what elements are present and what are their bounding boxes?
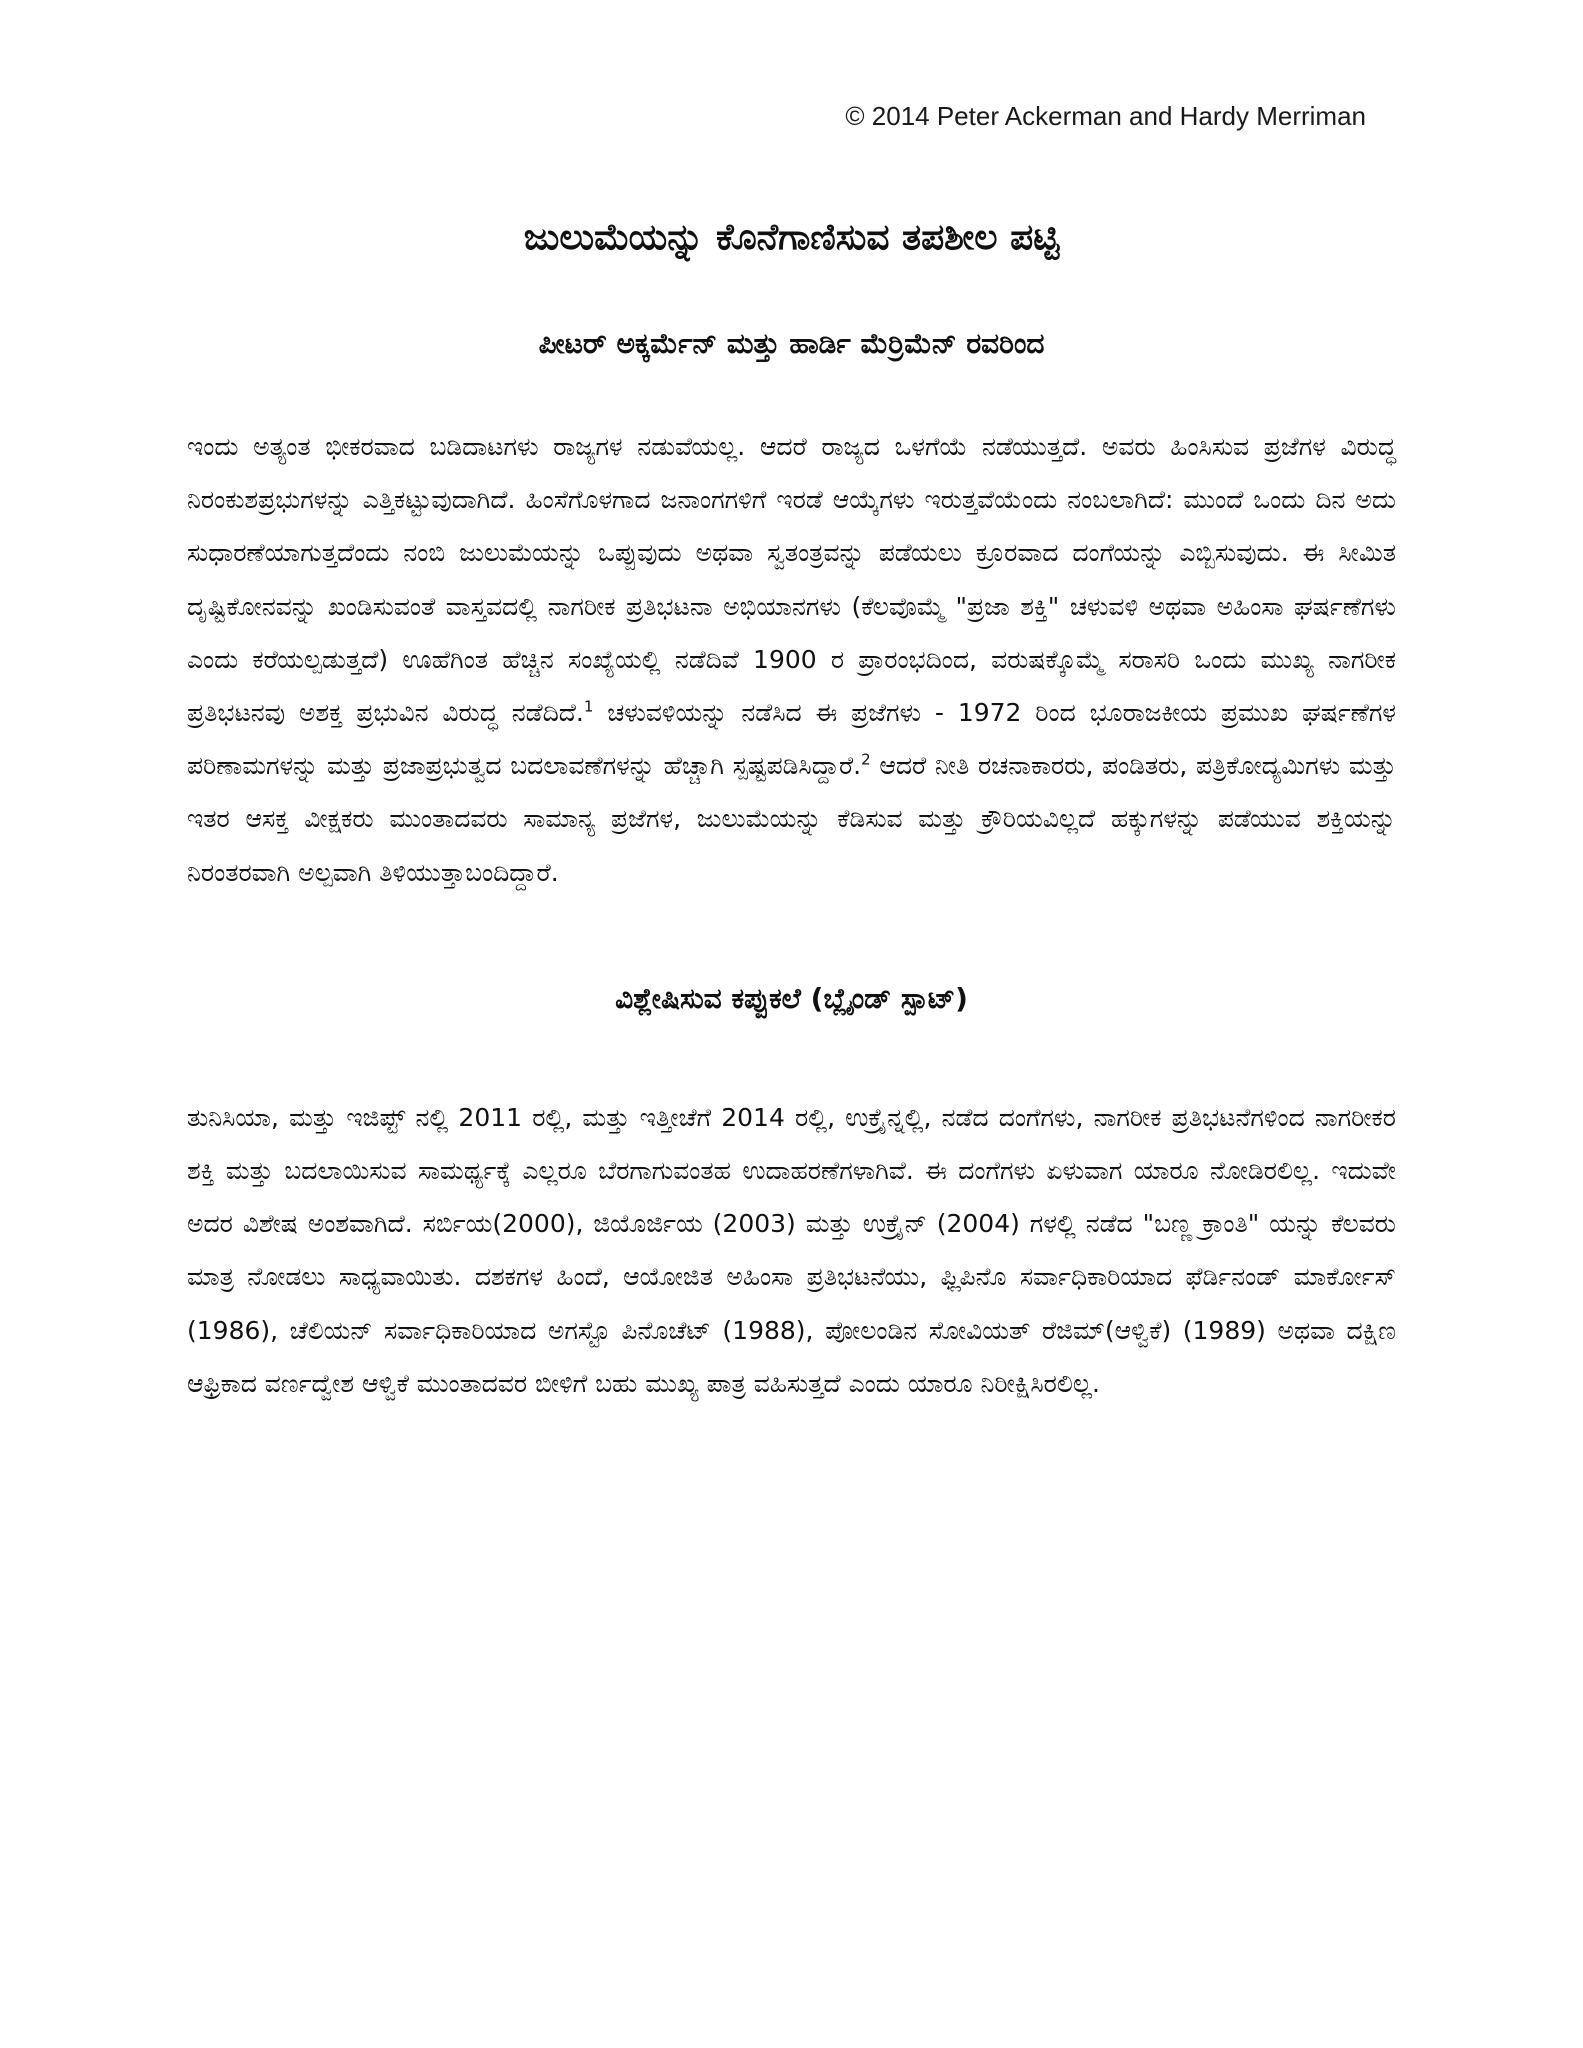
footnote-ref-2: 2 (861, 750, 871, 769)
section-paragraph: ತುನಿಸಿಯಾ, ಮತ್ತು ಇಜಿಪ್ಟ್ ನಲ್ಲಿ 2011 ರಲ್ಲಿ, ಮತ್ತು ಇತ್ತೀಚೆಗೆ 2014 ರಲ್ಲಿ, ಉಕ್ರೈನ್ನಲ್ಲಿ, ನಡೆದ ದಂಗೆಗಳು, ನಾಗರೀಕ ಪ್ರತಿಭಟನೆಗಳಿಂದ ನಾಗರೀಕರ ಶಕ್ತಿ ಮತ್ತು ಬದಲಾಯಿಸುವ ಸಾಮರ್ಥ್ಯಕ್ಕೆ ಎಲ್ಲರೂ ಬೆರಗಾಗುವಂತಹ ಉದಾಹರಣೆಗಳಾಗಿವೆ. ಈ ದಂಗೆಗಳು ಏಳುವಾಗ ಯಾರೂ ನೋಡಿರಲಿಲ್ಲ. ಇದುವೇ ಅದರ ವಿಶೇಷ ಅಂಶವಾಗಿದೆ. ಸರ್ಬಿಯ(2000), ಜಿಯೊರ್ಜಿಯ (2003) ಮತ್ತು ಉಕ್ರೈನ್ (2004) ಗಳಲ್ಲಿ ನಡೆದ "ಬಣ್ಣ ಕ್ರಾಂತಿ" ಯನ್ನು ಕೆಲವರು ಮಾತ್ರ ನೋಡಲು ಸಾಧ್ಯವಾಯಿತು. ದಶಕಗಳ ಹಿಂದೆ, ಆಯೋಜಿತ ಅಹಿಂಸಾ ಪ್ರತಿಭಟನೆಯು, ಫ್ಲಿಪಿನೊ ಸರ್ವಾಧಿಕಾರಿಯಾದ ಫೆರ್ಡಿನಂಡ್ ಮಾರ್ಕೋಸ್ (1986), ಚೆಲಿಯನ್ ಸರ್ವಾಧಿಕಾರಿಯಾದ ಅಗಸ್ಟೊ ಪಿನೊಚೆಟ್ (1988), ಪೋಲಂಡಿನ ಸೋವಿಯತ್ ರೆಜಿಮ್(ಆಳ್ವಿಕೆ) (1989) ಅಥವಾ ದಕ್ಷಿಣ ಆಫ್ರಿಕಾದ ವರ್ಣದ್ವೇಶ ಆಳ್ವಿಕೆ ಮುಂತಾದವರ ಬೀಳಿಗೆ ಬಹು ಮುಖ್ಯ ಪಾತ್ರ ವಹಿಸುತ್ತದೆ ಎಂದು ಯಾರೂ ನಿರೀಕ್ಷಿಸಿರಲಿಲ್ಲ. (187, 1102, 1396, 1398)
intro-paragraph-text-1: ಇಂದು ಅತ್ಯಂತ ಭೀಕರವಾದ ಬಡಿದಾಟಗಳು ರಾಜ್ಯಗಳ ನಡುವೆಯಲ್ಲ. ಆದರೆ ರಾಜ್ಯದ ಒಳಗೆಯೆ ನಡೆಯುತ್ತದೆ. ಅವರು ಹಿಂಸಿಸುವ ಪ್ರಜೆಗಳ ವಿರುದ್ಧ ನಿರಂಕುಶಪ್ರಭುಗಳನ್ನು ಎತ್ತಿಕಟ್ಟುವುದಾಗಿದೆ. ಹಿಂಸೆಗೊಳಗಾದ ಜನಾಂಗಗಳಿಗೆ ಇರಡೆ ಆಯ್ಕೆಗಳು ಇರುತ್ತವೆಯೆಂದು ನಂಬಲಾಗಿದೆ: ಮುಂದೆ ಒಂದು ದಿನ ಅದು ಸುಧಾರಣೆಯಾಗುತ್ತದೆಂದು ನಂಬಿ ಜುಲುಮೆಯನ್ನು ಒಪ್ಪುವುದು ಅಥವಾ ಸ್ವತಂತ್ರವನ್ನು ಪಡೆಯಲು ಕ್ರೂರವಾದ ದಂಗೆಯನ್ನು ಎಬ್ಬಿಸುವುದು. ಈ ಸೀಮಿತ ದೃಷ್ಟಿಕೋನವನ್ನು ಖಂಡಿಸುವಂತೆ ವಾಸ್ತವದಲ್ಲಿ ನಾಗರೀಕ ಪ್ರತಿಭಟನಾ ಅಭಿಯಾನಗಳು (ಕೆಲವೊಮ್ಮೆ "ಪ್ರಜಾ ಶಕ್ತಿ" ಚಳುವಳಿ ಅಥವಾ ಅಹಿಂಸಾ ಘರ್ಷಣೆಗಳು ಎಂದು ಕರೆಯಲ್ಪಡುತ್ತದೆ) ಊಹೆಗಿಂತ ಹೆಚ್ಚಿನ ಸಂಖ್ಯೆಯಲ್ಲಿ ನಡೆದಿವೆ 1900 ರ ಪ್ರಾರಂಭದಿಂದ, ವರುಷಕ್ಕೊಮ್ಮೆ ಸರಾಸರಿ ಒಂದು ಮುಖ್ಯ ನಾಗರೀಕ ಪ್ರತಿಭಟನವು ಅಶಕ್ತ ಪ್ರಭುವಿನ ವಿರುದ್ಧ ನಡೆದಿದೆ. (187, 432, 1396, 728)
intro-paragraph (187, 420, 1396, 899)
section-heading: ವಿಶ್ಲೇಷಿಸುವ ಕಪ್ಪುಕಲೆ (ಬ್ಲೈಂಡ್ ಸ್ಪಾಟ್) (615, 981, 968, 1015)
intro-paragraph-text-3: ಆದರೆ ನೀತಿ ರಚನಾಕಾರರು, ಪಂಡಿತರು, ಪತ್ರಿಕೋದ್ಯಮಿಗಳು ಮತ್ತು ಇತರ ಆಸಕ್ತ ವೀಕ್ಷಕರು ಮುಂತಾದವರು ಸಾಮಾನ್ಯ ಪ್ರಜೆಗಳ, ಜುಲುಮೆಯನ್ನು ಕೆಡಿಸುವ ಮತ್ತು ಕ್ರೌರಿಯವಿಲ್ಲದೆ ಹಕ್ಕುಗಳನ್ನು ಪಡೆಯುವ ಶಕ್ತಿಯನ್ನು ನಿರಂತರವಾಗಿ ಅಲ್ಪವಾಗಿ ತಿಳಿಯುತ್ತಾಬಂದಿದ್ದಾರೆ. (187, 751, 1397, 887)
document-title: ಜುಲುಮೆಯನ್ನು ಕೊನೆಗಾಣಿಸುವ ತಪಶೀಲ ಪಟ್ಟಿ (523, 217, 1060, 258)
intro-paragraph-text-2: ಚಳುವಳಿಯನ್ನು ನಡೆಸಿದ ಈ ಪ್ರಜೆಗಳು - 1972 ರಿಂದ ಭೂರಾಜಕೀಯ ಪ್ರಮುಖ ಘರ್ಷಣೆಗಳ ಪರಿಣಾಮಗಳನ್ನು ಮತ್ತು ಪ್ರಜಾಪ್ರಭುತ್ವದ ಬದಲಾವಣೆಗಳನ್ನು ಹೆಚ್ಚಾಗಿ ಸ್ಪಷ್ಟಪಡಿಸಿದ್ದಾರೆ. (187, 698, 1396, 781)
author-byline: ಪೀಟರ್ ಅಕ್ಕರ್ಮೆನ್ ಮತ್ತು ಹಾರ್ಡಿ ಮೆರ್ರಿಮೆನ್ ರವರಿಂದ (538, 327, 1045, 360)
copyright-notice: © 2014 Peter Ackerman and Hardy Merriman (845, 101, 1366, 131)
footnote-ref-1: 1 (583, 697, 594, 716)
